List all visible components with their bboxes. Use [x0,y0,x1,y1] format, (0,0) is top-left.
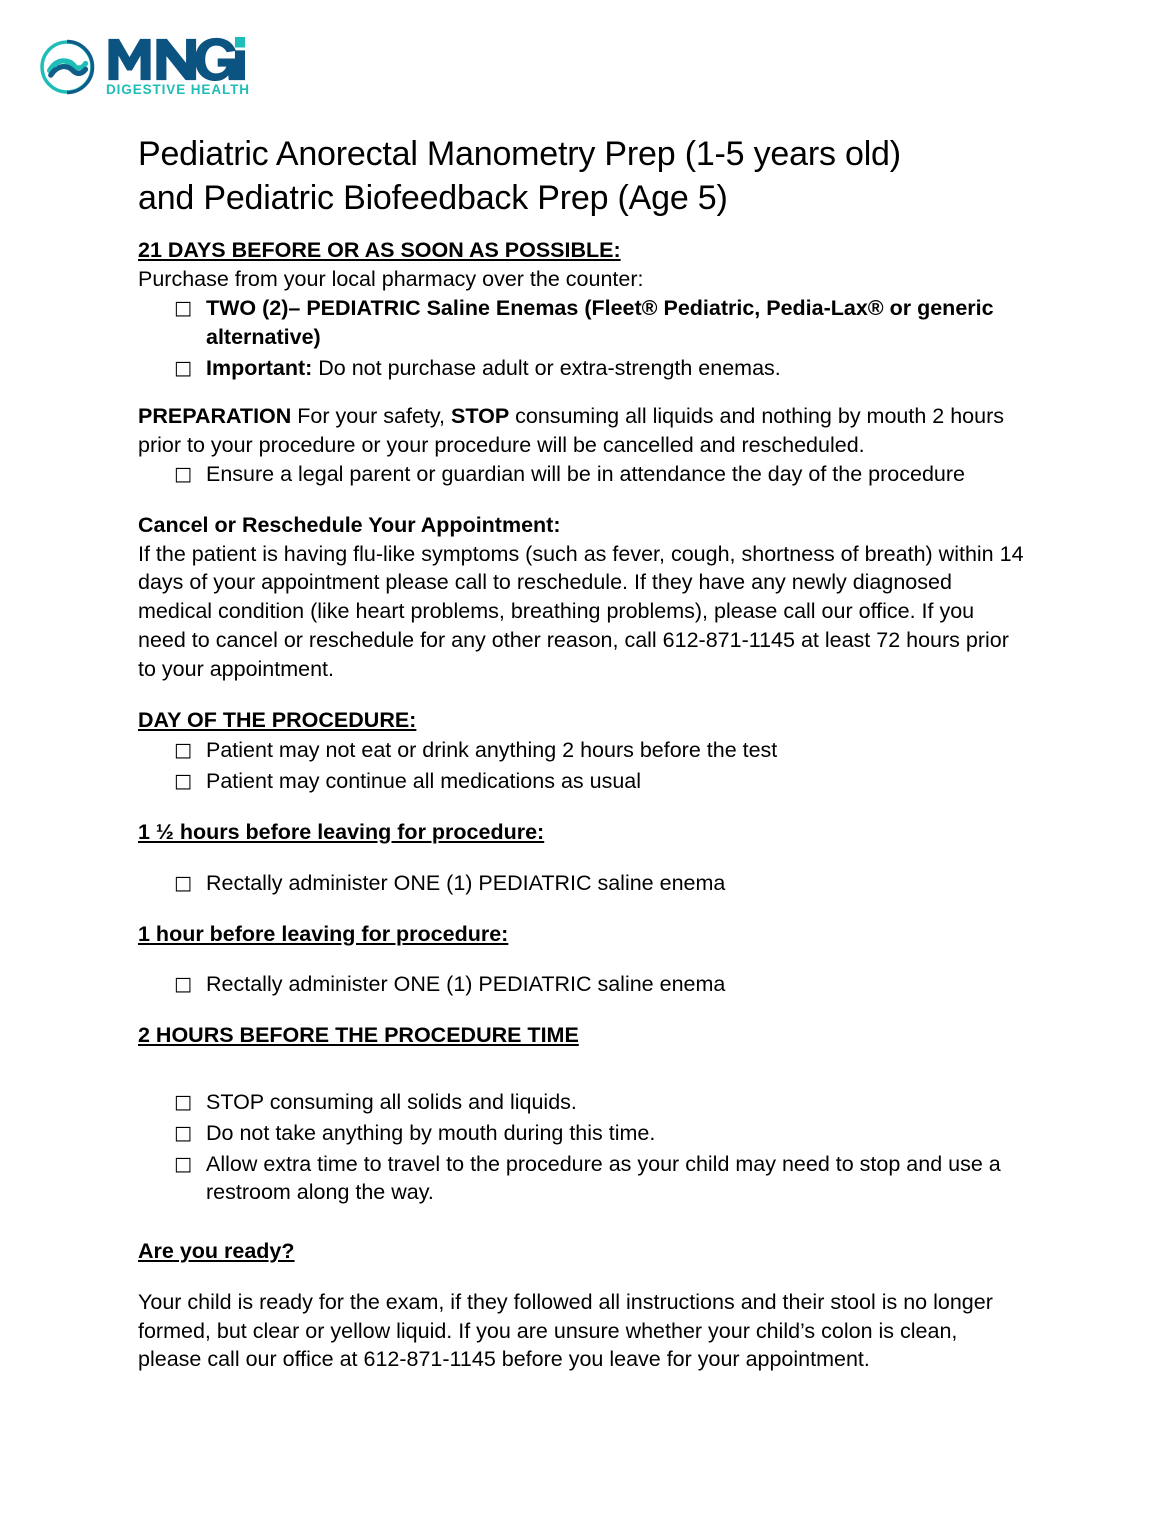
heading-21-days-before: 21 DAYS BEFORE OR AS SOON AS POSSIBLE: [138,238,621,263]
preparation-label: PREPARATION [138,404,292,429]
list-item [138,869,1026,898]
two-hours-bullet-list [138,1088,1026,1207]
list-item-label: Patient may continue all medications as usual [206,769,642,794]
heading-one-hour-before: 1 hour before leaving for procedure: [138,921,509,946]
are-you-ready-body: Your child is ready for the exam, if they followed all instructions and their stool is no longer formed, but clear or yellow liquid. If you are unsure whether your child’s colon is clean, please call our office at 612-871-1145 before you leave for your appointment. [138,1289,993,1372]
cancel-reschedule-body: If the patient is having flu-like symptoms (such as fever, cough, shortness of breath) within 14 days of your appointment please call to reschedule. If they have any newly diagnosed medical condition (like heart problems, breathing problems), please call our office. If you need to cancel or reschedule for any other reason, call 612-871-1145 at least 72 hours prior to your appointment. [138,541,1024,681]
checkbox-glyph-icon: □ [174,1090,192,1113]
list-item-label: Do not take anything by mouth during this time. [206,1120,656,1145]
document-body [138,132,1026,1374]
mngi-circle-mark-icon [38,38,96,96]
title-line-2: and Pediatric Biofeedback Prep (Age 5) [138,179,728,218]
purchase-intro-text: Purchase from your local pharmacy over the counter: [138,267,644,292]
heading-are-you-ready: Are you ready? [138,1239,295,1264]
list-item [138,354,1026,383]
important-label: Important: [206,355,313,380]
checkbox-glyph-icon: □ [174,356,192,379]
preparation-text-a: For your safety, [291,404,452,429]
list-item-label: Ensure a legal parent or guardian will be in attendance the day of the procedure [206,461,965,486]
checkbox-glyph-icon: □ [174,973,192,996]
list-item [138,767,1026,796]
list-item-label: Rectally administer ONE (1) PEDIATRIC saline enema [206,870,726,895]
important-rest: Do not purchase adult or extra-strength enemas. [312,355,781,380]
list-item-label: Allow extra time to travel to the procedure as your child may need to stop and use a restroom along the way. [206,1151,1001,1205]
mngi-wordmark-icon [106,36,246,82]
checkbox-glyph-icon: □ [174,1152,192,1175]
heading-cancel-reschedule: Cancel or Reschedule Your Appointment: [138,512,561,537]
one-and-half-hours-bullet-list [138,869,1026,898]
list-item [138,1088,1026,1117]
list-item [138,294,1026,352]
checkbox-glyph-icon: □ [174,1121,192,1144]
list-item [138,736,1026,765]
stop-label: STOP [451,404,510,429]
checkbox-glyph-icon: □ [174,871,192,894]
list-item [138,1119,1026,1148]
list-item-label: Rectally administer ONE (1) PEDIATRIC saline enema [206,972,726,997]
checkbox-glyph-icon: □ [174,296,192,319]
checkbox-glyph-icon: □ [174,739,192,762]
purchase-bullet-list [138,294,1026,382]
brand-tagline: DIGESTIVE HEALTH [106,82,250,97]
brand-logo [38,36,250,106]
checkbox-glyph-icon: □ [174,770,192,793]
title-line-1: Pediatric Anorectal Manometry Prep (1-5 years old) [138,135,901,173]
list-item [138,1150,1026,1208]
heading-one-and-half-hours-before: 1 ½ hours before leaving for procedure: [138,819,545,844]
one-hour-bullet-list [138,970,1026,999]
day-of-bullet-list [138,736,1026,796]
list-item [138,970,1026,999]
list-item [138,460,1026,489]
heading-day-of-procedure: DAY OF THE PROCEDURE: [138,707,417,732]
checkbox-glyph-icon: □ [174,462,192,485]
list-item-label: Patient may not eat or drink anything 2 hours before the test [206,738,778,763]
list-item-label: TWO (2)– PEDIATRIC Saline Enemas (Fleet® Pediatric, Pedia-Lax® or generic alternative) [206,295,994,349]
preparation-paragraph [138,402,1026,460]
heading-two-hours-before: 2 HOURS BEFORE THE PROCEDURE TIME [138,1023,579,1048]
list-item-label: STOP consuming all solids and liquids. [206,1089,577,1114]
preparation-text-c: consuming all liquids and nothing by mouth 2 hours prior to your procedure or your procedure will be cancelled and rescheduled. [138,404,1004,458]
list-item-label [206,354,1026,383]
preparation-bullet-list [138,460,1026,489]
page-title [138,132,1026,220]
